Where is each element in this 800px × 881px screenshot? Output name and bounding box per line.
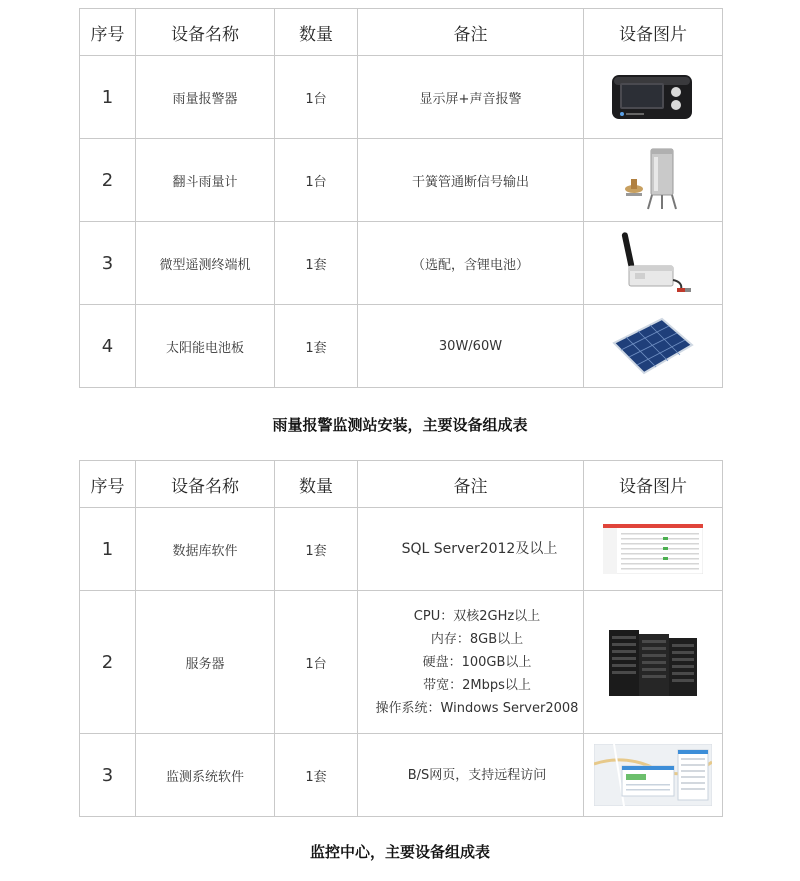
device-name: 太阳能电池板 <box>136 305 275 388</box>
header-notes: 备注 <box>358 9 584 56</box>
header-quantity: 数量 <box>275 9 358 56</box>
row-index: 3 <box>80 222 136 305</box>
equipment-table-2 <box>79 460 723 817</box>
equipment-table-1 <box>79 8 723 388</box>
note-line: CPU：双核2GHz以上 <box>413 608 541 624</box>
telemetry-terminal-image <box>611 228 695 298</box>
device-note: 显示屏+声音报警 <box>358 56 584 139</box>
note-line: 带宽：2Mbps以上 <box>423 677 531 693</box>
device-quantity: 1套 <box>275 508 358 591</box>
table-1-caption: 雨量报警监测站安装，主要设备组成表 <box>272 416 528 434</box>
table-row <box>80 734 723 817</box>
header-quantity: 数量 <box>275 461 358 508</box>
device-note <box>358 591 584 734</box>
device-quantity: 1套 <box>275 305 358 388</box>
device-note <box>358 508 584 591</box>
note-line: 内存：8GB以上 <box>430 631 524 647</box>
server-racks-image <box>607 626 699 698</box>
header-device-image: 设备图片 <box>584 461 723 508</box>
row-index: 2 <box>80 591 136 734</box>
device-note <box>358 734 584 817</box>
solar-panel-image <box>610 315 696 377</box>
device-name: 雨量报警器 <box>136 56 275 139</box>
table-row <box>80 139 723 222</box>
row-index: 2 <box>80 139 136 222</box>
table-header-row <box>80 461 723 508</box>
row-index: 1 <box>80 508 136 591</box>
device-quantity: 1台 <box>275 591 358 734</box>
tipping-bucket-rain-gauge-image <box>618 145 688 215</box>
device-name: 监测系统软件 <box>136 734 275 817</box>
device-note: （选配，含锂电池） <box>358 222 584 305</box>
table-row <box>80 591 723 734</box>
header-notes: 备注 <box>358 461 584 508</box>
table-row <box>80 305 723 388</box>
device-quantity: 1套 <box>275 222 358 305</box>
device-name: 数据库软件 <box>136 508 275 591</box>
device-quantity: 1套 <box>275 734 358 817</box>
device-quantity: 1台 <box>275 139 358 222</box>
note-line: SQL Server2012及以上 <box>401 540 558 557</box>
note-line: 操作系统：Windows Server2008 <box>375 700 579 716</box>
header-index: 序号 <box>80 9 136 56</box>
device-note: 30W/60W <box>358 305 584 388</box>
database-software-image <box>603 524 703 574</box>
device-note: 干簧管通断信号输出 <box>358 139 584 222</box>
row-index: 3 <box>80 734 136 817</box>
header-device-name: 设备名称 <box>136 9 275 56</box>
device-name: 微型遥测终端机 <box>136 222 275 305</box>
row-index: 1 <box>80 56 136 139</box>
header-device-image: 设备图片 <box>584 9 723 56</box>
table-row <box>80 56 723 139</box>
note-line: 硬盘：100GB以上 <box>422 654 532 670</box>
header-device-name: 设备名称 <box>136 461 275 508</box>
row-index: 4 <box>80 305 136 388</box>
table-header-row <box>80 9 723 56</box>
header-index: 序号 <box>80 461 136 508</box>
table-row <box>80 222 723 305</box>
note-line: B/S网页，支持远程访问 <box>407 767 547 783</box>
device-name: 服务器 <box>136 591 275 734</box>
monitoring-software-image <box>594 744 712 806</box>
device-name: 翻斗雨量计 <box>136 139 275 222</box>
table-row <box>80 508 723 591</box>
rain-alarm-device-image <box>610 72 696 122</box>
table-2-caption: 监控中心，主要设备组成表 <box>309 843 490 861</box>
device-quantity: 1台 <box>275 56 358 139</box>
